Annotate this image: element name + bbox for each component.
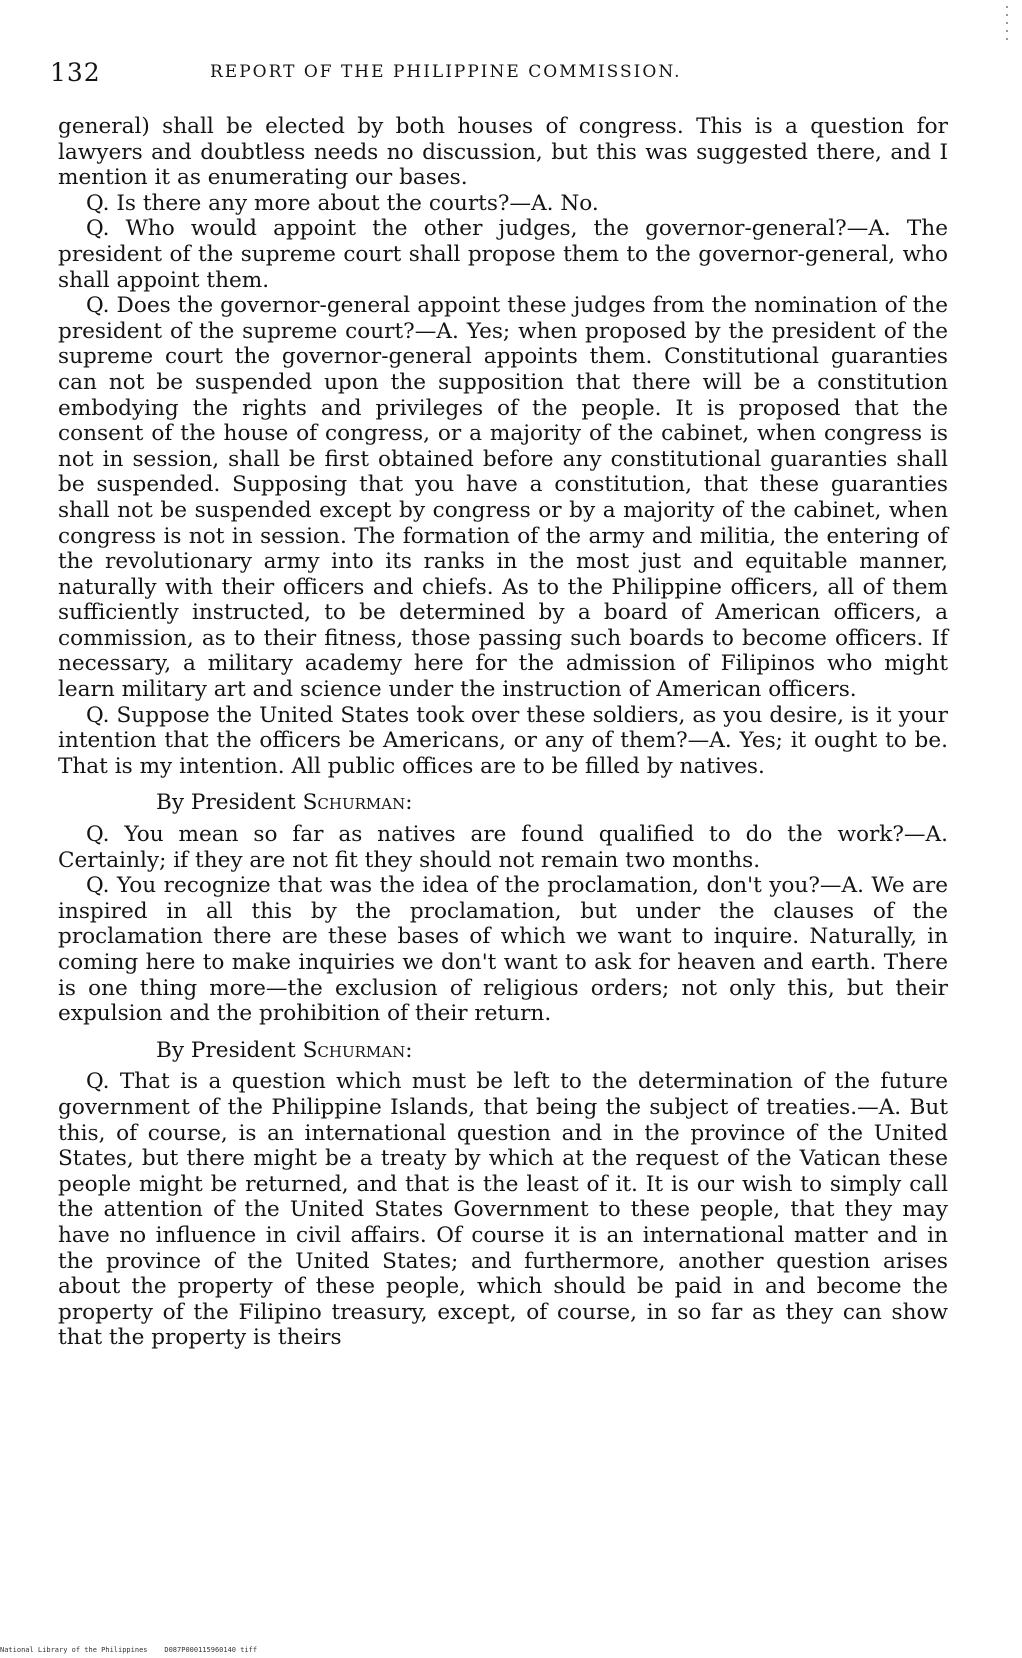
running-head: REPORT OF THE PHILIPPINE COMMISSION. — [210, 62, 682, 82]
speaker-prefix: By President — [156, 790, 303, 816]
paragraph-qa: Q. You recognize that was the idea of the proclamation, don't you?—A. We are inspired in all this by the proclamation, but under the clauses of the proclamation there are these bases of which we want to inquire. Naturally, in coming here to make inquiries we don't want to ask for heaven and earth. There is one thing more—the exclusion of religious orders; not only this, but their expulsion and the prohibition of their return. — [58, 873, 948, 1027]
paragraph-qa: Q. Suppose the United States took over these soldiers, as you desire, is it your intention that the officers be Americans, or any of them?—A. Yes; it ought to be. That is my intention. All public offices are to be filled by natives. — [58, 702, 948, 779]
page-number: 132 — [50, 58, 101, 87]
paragraph-continuation: general) shall be elected by both houses of congress. This is a question for lawyers and doubtless needs no discussion, but this was suggested there, and I mention it as enumerating our bases. — [58, 114, 948, 191]
paragraph-qa: Q. You mean so far as natives are found qualified to do the work?—A. Certainly; if they are not fit they should not remain two months. — [58, 822, 948, 873]
paragraph-qa: Q. Who would appoint the other judges, the governor-general?—A. The president of the supreme court shall propose them to the governor-general, who shall appoint them. — [58, 216, 948, 293]
speaker-prefix: By President — [156, 1037, 303, 1063]
footer-filename: D087P000115960140 tiff — [164, 1646, 258, 1654]
paragraph-qa: Q. That is a question which must be left to the determination of the future government of the Philippine Islands, that being the subject of treaties.—A. But this, of course, is an international question and in the province of the United States, but there might be a treaty by which at the request of the Vatican these people might be returned, and that is the least of it. It is our wish to simply call the attention of the United States Government to these people, that they may have no influence in civil affairs. Of course it is an international matter and in the province of the United States; and furthermore, another question arises about the property of these people, which should be paid in and become the property of the Filipino treasury, except, of course, in so far as they can show that the property is theirs — [58, 1069, 948, 1351]
footer-library: National Library of the Philippines — [0, 1646, 148, 1654]
scan-speck — [1006, 6, 1008, 8]
scan-speck — [1006, 14, 1008, 16]
body-text — [58, 114, 948, 1351]
scan-margin-marks — [1000, 0, 1014, 90]
paragraph-qa: Q. Does the governor-general appoint these judges from the nomination of the president of the supreme court?—A. Yes; when proposed by the president of the supreme court the governor-general appoints them. Constitutional guaranties can not be suspended upon the supposition that there will be a constitution embodying the rights and privileges of the people. It is proposed that the consent of the house of congress, or a majority of the cabinet, when congress is not in session, shall be first obtained before any constitutional guaranties shall be suspended. Supposing that you have a constitution, that these guaranties shall not be suspended except by congress or by a majority of the cabinet, when congress is not in session. The formation of the army and militia, the entering of the revolutionary army into its ranks in the most just and equitable manner, naturally with their officers and chiefs. As to the Philippine officers, all of them sufficiently instructed, to be determined by a board of American officers, a commission, as to their fitness, those passing such boards to become officers. If necessary, a military academy here for the admission of Filipinos who might learn military art and science under the instruction of American officers. — [58, 293, 948, 703]
speaker-heading — [58, 790, 948, 816]
speaker-name: Schurman: — [302, 1037, 413, 1063]
speaker-name: Schurman: — [302, 790, 413, 816]
scan-speck — [1006, 22, 1008, 24]
scan-speck — [1006, 38, 1008, 40]
speaker-heading — [58, 1038, 948, 1064]
scan-speck — [1006, 30, 1008, 32]
page-header — [50, 58, 780, 88]
scan-footer — [0, 1646, 257, 1654]
paragraph-qa: Q. Is there any more about the courts?—A. No. — [86, 190, 599, 216]
